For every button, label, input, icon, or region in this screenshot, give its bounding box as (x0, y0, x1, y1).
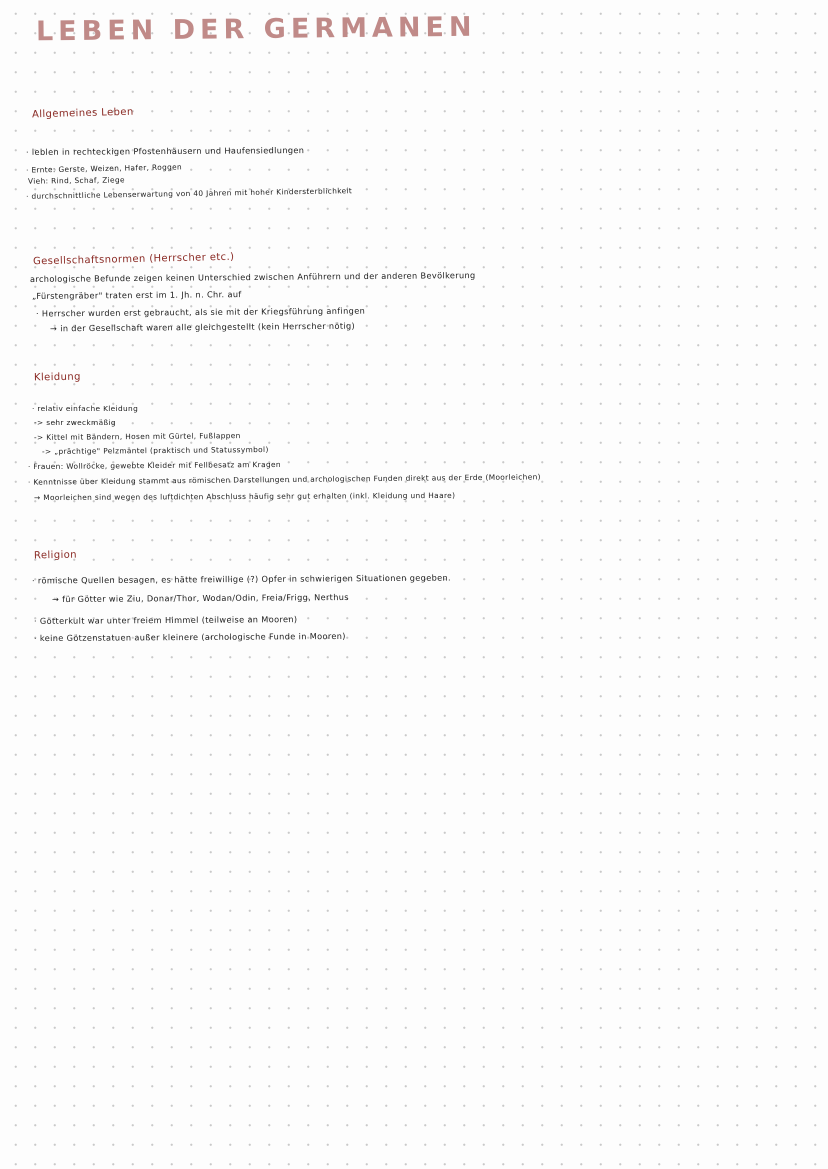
note-line: archologische Befunde zeigen keinen Unterschied zwischen Anführern und der anderen Bevölkerung (29, 270, 476, 284)
note-line: -> sehr zweckmäßig (34, 418, 116, 427)
note-line: · Frauen: Wollröcke, gewebte Kleider mit Fellbesatz am Kragen (27, 459, 281, 472)
section-heading-allgemeines-leben: Allgemeines Leben (31, 106, 134, 121)
note-line: → für Götter wie Ziu, Donar/Thor, Wodan/Odin, Freia/Frigg, Nerthus (51, 591, 349, 605)
section-heading-gesellschaftsnormen: Gesellschaftsnormen (Herrscher etc.) (32, 251, 235, 268)
note-line: · Ernte: Gerste, Weizen, Hafer, Roggen (25, 162, 183, 175)
section-heading-religion: Religion (33, 549, 78, 562)
note-line: -> „prächtige" Pelzmäntel (praktisch und Statussymbol) (41, 445, 269, 456)
note-line: Vieh: Rind, Schaf, Ziege (27, 175, 125, 186)
note-line: · relativ einfache Kleidung (32, 404, 139, 413)
note-line: · Herrscher wurden erst gebraucht, als sie mit der Kriegsführung anfingen (35, 305, 366, 319)
note-line: · keine Götzenstatuen außer kleinere (archologische Funde in Mooren) (33, 630, 346, 644)
note-line: → in der Gesellschaft waren alle gleichgestellt (kein Herrscher nötig) (49, 320, 356, 334)
note-line: · leblen in rechteckigen Pfostenhäusern und Haufensiedlungen (25, 145, 305, 157)
note-line: „Fürstengräber" traten erst im 1. Jh. n. Chr. auf (31, 289, 242, 301)
section-heading-kleidung: Kleidung (33, 371, 81, 384)
note-line: -> Kittel mit Bändern, Hosen mit Gürtel, Fußlappen (33, 431, 241, 442)
note-line: · durchschnittliche Lebenserwartung von 40 Jahren mit hoher Kindersterblichkeit (25, 186, 353, 201)
note-line: → Moorleichen sind wegen des luftdichten Abschluss häufig sehr gut erhalten (inkl. Kleidung und Haare) (33, 490, 456, 503)
note-line: · Götterkult war unter freiem Himmel (teilweise an Mooren) (33, 614, 298, 626)
page-title: LEBEN DER GERMANEN (35, 11, 477, 48)
note-line: · Kenntnisse über Kleidung stammt aus römischen Darstellungen und archologischen Funden direkt aus der Erde (Moorleichen) (27, 472, 541, 487)
note-line: · römische Quellen besagen, es hätte freiwillige (?) Opfer in schwierigen Situationen gegeben. (31, 572, 452, 586)
